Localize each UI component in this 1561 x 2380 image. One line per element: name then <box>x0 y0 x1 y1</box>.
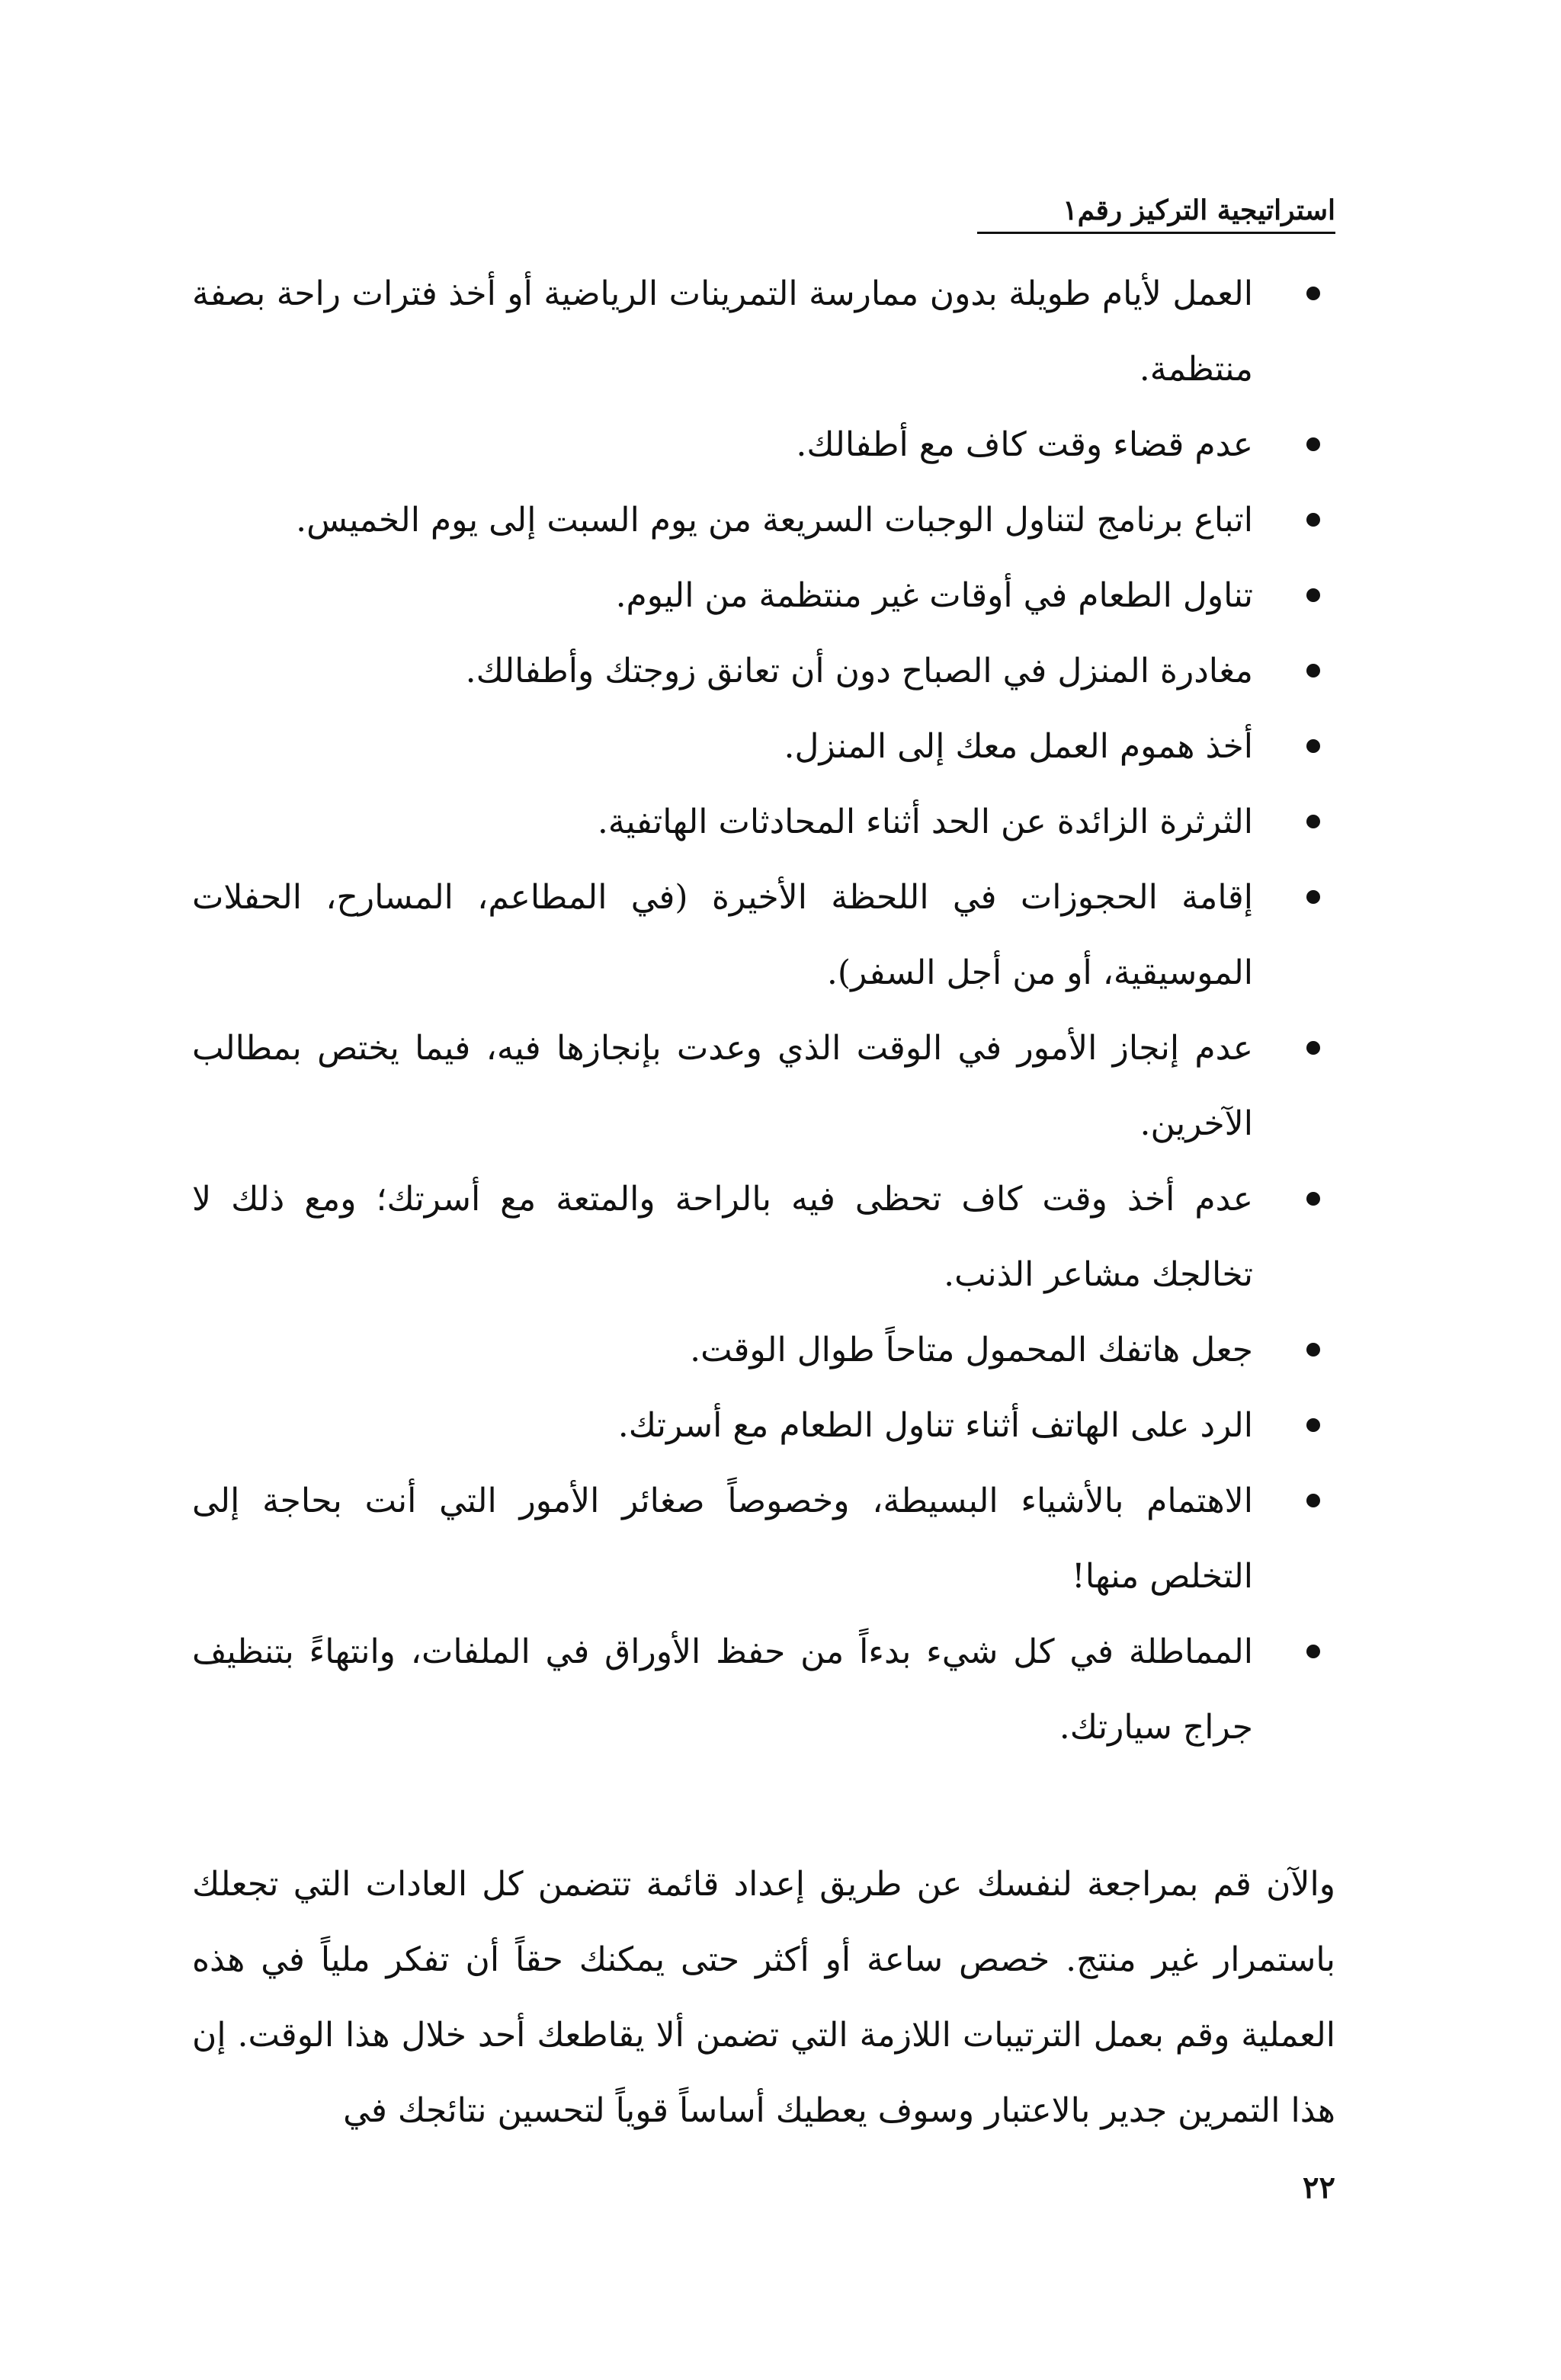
bullet-item <box>192 1463 1335 1614</box>
bullet-dot-icon <box>1306 1494 1320 1507</box>
bullet-item <box>192 407 1335 482</box>
running-header: استراتيجية التركيز رقم١ <box>977 192 1335 234</box>
bullet-item <box>192 1011 1335 1161</box>
bullet-dot-icon <box>1306 588 1320 602</box>
bullet-text: تناول الطعام في أوقات غير منتظمة من اليوم. <box>615 576 1253 615</box>
bullet-dot-icon <box>1306 815 1320 828</box>
bullet-dot-icon <box>1306 1192 1320 1206</box>
bullet-item <box>192 1614 1335 1765</box>
bullet-text: الثرثرة الزائدة عن الحد أثناء المحادثات الهاتفية. <box>597 802 1253 841</box>
bullet-text: جعل هاتفك المحمول متاحاً طوال الوقت. <box>690 1331 1253 1369</box>
bullet-item <box>192 784 1335 860</box>
bullet-text: مغادرة المنزل في الصباح دون أن تعانق زوجتك وأطفالك. <box>465 652 1253 690</box>
bullet-item <box>192 1161 1335 1312</box>
closing-paragraph: والآن قم بمراجعة لنفسك عن طريق إعداد قائمة تتضمن كل العادات التي تجعلك باستمرار غير منتج. خصص ساعة أو أكثر حتى يمكنك حقاً أن تفكر ملياً في هذه العملية وقم بعمل الترتيبات اللازمة التي تضمن ألا يقاطعك أحد خلال هذا الوقت. إن هذا التمرين جدير بالاعتبار وسوف يعطيك أساساً قوياً لتحسين نتائجك في <box>192 1865 1335 2130</box>
bullet-text: عدم إنجاز الأمور في الوقت الذي وعدت بإنجازها فيه، فيما يختص بمطالب الآخرين. <box>192 1029 1253 1143</box>
bullet-item <box>192 1312 1335 1388</box>
bullet-item <box>192 860 1335 1011</box>
bullet-item <box>192 558 1335 633</box>
bullet-dot-icon <box>1306 739 1320 753</box>
bullet-dot-icon <box>1306 1645 1320 1658</box>
bullet-item <box>192 633 1335 709</box>
page-number: ٢٢ <box>1303 2170 1335 2205</box>
bullet-text: أخذ هموم العمل معك إلى المنزل. <box>784 727 1253 766</box>
bullet-item <box>192 256 1335 407</box>
bullet-dot-icon <box>1306 1041 1320 1055</box>
bullet-text: العمل لأيام طويلة بدون ممارسة التمرينات الرياضية أو أخذ فترات راحة بصفة منتظمة. <box>192 274 1253 389</box>
habits-bullet-list <box>192 256 1335 1765</box>
bullet-dot-icon <box>1306 1343 1320 1357</box>
bullet-text: عدم قضاء وقت كاف مع أطفالك. <box>796 425 1253 464</box>
bullet-item <box>192 709 1335 784</box>
bullet-dot-icon <box>1306 287 1320 300</box>
bullet-item <box>192 482 1335 558</box>
bullet-dot-icon <box>1306 664 1320 677</box>
bullet-text: عدم أخذ وقت كاف تحظى فيه بالراحة والمتعة مع أسرتك؛ ومع ذلك لا تخالجك مشاعر الذنب. <box>192 1180 1253 1294</box>
bullet-dot-icon <box>1306 513 1320 527</box>
bullet-text: المماطلة في كل شيء بدءاً من حفظ الأوراق في الملفات، وانتهاءً بتنظيف جراج سيارتك. <box>192 1632 1253 1747</box>
bullet-dot-icon <box>1306 437 1320 451</box>
bullet-dot-icon <box>1306 890 1320 904</box>
bullet-text: الاهتمام بالأشياء البسيطة، وخصوصاً صغائر الأمور التي أنت بحاجة إلى التخلص منها! <box>192 1481 1253 1596</box>
bullet-text: الرد على الهاتف أثناء تناول الطعام مع أسرتك. <box>617 1406 1253 1445</box>
bullet-item <box>192 1388 1335 1463</box>
bullet-text: اتباع برنامج لتناول الوجبات السريعة من يوم السبت إلى يوم الخميس. <box>296 501 1253 540</box>
bullet-dot-icon <box>1306 1418 1320 1432</box>
bullet-text: إقامة الحجوزات في اللحظة الأخيرة (في المطاعم، المسارح، الحفلات الموسيقية، أو من أجل السفر). <box>192 878 1253 992</box>
